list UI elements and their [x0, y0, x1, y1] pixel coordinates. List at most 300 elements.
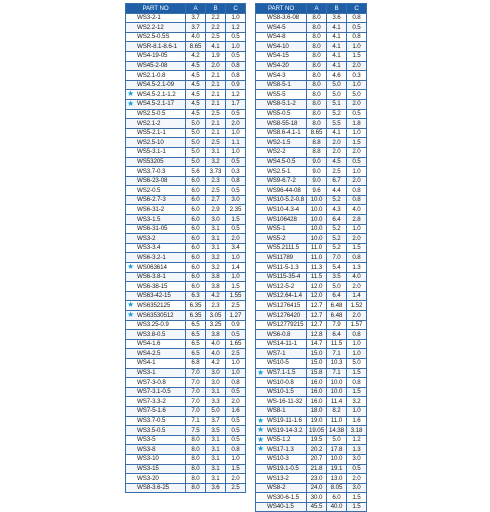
dim-b-cell: 3.1 [206, 234, 226, 244]
header-a: A [307, 4, 327, 14]
dim-c-cell: 2.0 [226, 397, 246, 407]
table-row [126, 176, 246, 186]
table-row [126, 330, 246, 340]
part-no-cell [256, 157, 307, 167]
dim-c-cell: 1.0 [226, 368, 246, 378]
part-no-cell [256, 195, 307, 205]
dim-c-cell: 1.0 [226, 128, 246, 138]
dim-a-cell: 5.0 [186, 119, 206, 129]
part-no-cell [256, 426, 307, 436]
table-row [126, 397, 246, 407]
dim-b-cell: 3.2 [206, 253, 226, 263]
part-no-cell [256, 368, 307, 378]
table-header [256, 4, 367, 14]
table-row [256, 291, 367, 301]
part-no-label: WS10-0.8 [267, 378, 294, 386]
dim-a-cell: 21.8 [307, 464, 327, 474]
part-no-label: WS106428 [267, 215, 297, 223]
part-no-label: WS10-5.2-0.8 [267, 196, 304, 204]
part-no-label: WS96-44-08 [267, 186, 301, 194]
dim-b-cell: 3.6 [327, 13, 347, 23]
dim-b-cell: 2.5 [206, 109, 226, 119]
part-no-label: WS12.64-1.4 [267, 292, 303, 300]
table-row [256, 406, 367, 416]
part-no-label: WS19-14-3.2 [267, 426, 303, 434]
table-row [126, 147, 246, 157]
part-no-label: WS40-1.5 [267, 503, 294, 511]
dim-a-cell: 4.5 [186, 90, 206, 100]
part-no-cell [256, 186, 307, 196]
part-no-label: WS5-1 [267, 225, 286, 233]
part-no-cell [256, 339, 307, 349]
dim-b-cell: 3.1 [206, 445, 226, 455]
part-no-cell [256, 147, 307, 157]
star-icon: ★ [127, 262, 135, 272]
dim-a-cell: 6.35 [186, 301, 206, 311]
dim-a-cell: 5.0 [186, 147, 206, 157]
dim-c-cell: 1.57 [347, 320, 367, 330]
table-row [126, 80, 246, 90]
dim-c-cell: 0.3 [226, 167, 246, 177]
part-no-cell [126, 474, 186, 484]
part-no-cell [256, 406, 307, 416]
part-no-label: WS10-3 [267, 455, 289, 463]
dim-b-cell: 2.5 [206, 186, 226, 196]
dim-c-cell: 0.5 [226, 435, 246, 445]
dim-c-cell: 3.0 [347, 454, 367, 464]
dim-b-cell: 3.0 [206, 368, 226, 378]
table-row [256, 320, 367, 330]
table-row [256, 253, 367, 263]
part-no-label: WS2.5-0.5S [137, 33, 170, 41]
parts-table-left [125, 3, 246, 493]
table-row [126, 311, 246, 321]
dim-c-cell: 1.52 [347, 301, 367, 311]
dim-a-cell: 6.0 [186, 253, 206, 263]
part-no-label: WS5-2.1-1 [137, 129, 166, 137]
dim-b-cell: 4.0 [206, 349, 226, 359]
part-no-label: WS3-1.5 [137, 215, 161, 223]
table-row [256, 61, 367, 71]
dim-a-cell: 6.3 [186, 291, 206, 301]
header-c: C [226, 4, 246, 14]
dim-b-cell: 10.0 [327, 387, 347, 397]
dim-a-cell: 9.0 [307, 167, 327, 177]
table-row [256, 397, 367, 407]
dim-b-cell: 5.2 [327, 243, 347, 253]
part-no-cell [256, 13, 307, 23]
dim-c-cell: 5.0 [347, 358, 367, 368]
dim-c-cell: 1.0 [347, 128, 367, 138]
part-no-cell [256, 71, 307, 81]
dim-a-cell: 8.0 [307, 71, 327, 81]
dim-a-cell: 8.0 [186, 483, 206, 493]
part-no-label: WS6-3.2-1 [137, 253, 166, 261]
dim-c-cell: 1.0 [226, 272, 246, 282]
dim-c-cell: 1.5 [226, 215, 246, 225]
dim-a-cell: 8.0 [307, 109, 327, 119]
dim-c-cell: 0.5 [347, 109, 367, 119]
dim-c-cell: 2.0 [226, 119, 246, 129]
part-no-cell [256, 42, 307, 52]
dim-a-cell: 10.0 [307, 234, 327, 244]
part-no-cell [126, 311, 186, 321]
part-no-cell [126, 224, 186, 234]
dim-b-cell: 2.3 [206, 301, 226, 311]
dim-c-cell: 1.5 [347, 368, 367, 378]
dim-c-cell: 1.0 [347, 80, 367, 90]
dim-a-cell: 8.0 [307, 80, 327, 90]
dim-a-cell: 24.0 [307, 483, 327, 493]
dim-b-cell: 5.2 [327, 195, 347, 205]
part-no-label: WS4-5 [267, 23, 286, 31]
dim-c-cell: 0.8 [226, 176, 246, 186]
part-no-label: WS3.8-0.5 [137, 330, 166, 338]
part-no-cell [126, 234, 186, 244]
dim-c-cell: 1.5 [226, 464, 246, 474]
dim-c-cell: 0.5 [226, 51, 246, 61]
dim-b-cell: 6.4 [327, 291, 347, 301]
part-no-label: WS2.5-0.5 [137, 110, 166, 118]
part-no-label: WS8-5-1 [267, 81, 291, 89]
part-no-label: WS6-31-2 [137, 205, 165, 213]
part-no-cell [256, 167, 307, 177]
dim-a-cell: 8.0 [307, 61, 327, 71]
table-row [256, 186, 367, 196]
part-no-cell [126, 339, 186, 349]
dim-b-cell: 11.0 [327, 416, 347, 426]
table-row [256, 109, 367, 119]
star-icon: ★ [127, 310, 135, 319]
dim-c-cell: 2.0 [226, 234, 246, 244]
part-no-label: WS3-1 [137, 369, 156, 377]
dim-c-cell: 0.5 [226, 224, 246, 234]
part-no-label: WS4-8 [267, 33, 286, 41]
dim-a-cell: 12.0 [307, 291, 327, 301]
dim-c-cell: 2.5 [226, 483, 246, 493]
part-no-cell [126, 80, 186, 90]
table-header [126, 4, 246, 14]
part-no-cell [126, 320, 186, 330]
dim-b-cell: 6.48 [327, 301, 347, 311]
dim-b-cell: 6.48 [327, 311, 347, 321]
part-no-label: WS4-3 [267, 71, 286, 79]
part-no-cell [256, 301, 307, 311]
dim-a-cell: 10.0 [307, 195, 327, 205]
dim-a-cell: 7.0 [186, 368, 206, 378]
dim-c-cell: 0.5 [347, 157, 367, 167]
table-row [256, 243, 367, 253]
dim-b-cell: 4.3 [327, 205, 347, 215]
dim-b-cell: 4.1 [327, 128, 347, 138]
part-no-cell [126, 13, 186, 23]
dim-c-cell: 0.5 [347, 464, 367, 474]
dim-c-cell: 1.6 [226, 406, 246, 416]
dim-a-cell: 6.0 [186, 176, 206, 186]
dim-c-cell: 1.8 [347, 119, 367, 129]
dim-c-cell: 0.8 [226, 71, 246, 81]
table-row [126, 426, 246, 436]
dim-c-cell: 1.5 [226, 282, 246, 292]
part-no-cell [126, 128, 186, 138]
dim-a-cell: 5.0 [186, 128, 206, 138]
star-icon: ★ [257, 434, 265, 444]
part-no-cell [126, 195, 186, 205]
table-row [126, 282, 246, 292]
dim-b-cell: 4.1 [327, 51, 347, 61]
part-no-cell [126, 157, 186, 167]
dim-b-cell: 7.1 [327, 368, 347, 378]
dim-a-cell: 10.0 [307, 215, 327, 225]
dim-a-cell: 20.7 [307, 454, 327, 464]
dim-c-cell: 0.8 [347, 378, 367, 388]
dim-b-cell: 4.6 [327, 71, 347, 81]
dim-a-cell: 18.0 [307, 406, 327, 416]
dim-b-cell: 3.2 [206, 263, 226, 273]
star-icon: ★ [257, 425, 265, 435]
header-a: A [186, 4, 206, 14]
part-no-cell [256, 176, 307, 186]
dim-b-cell: 5.0 [327, 282, 347, 292]
dim-b-cell: 5.5 [327, 119, 347, 129]
dim-c-cell: 1.65 [226, 339, 246, 349]
dim-a-cell: 3.7 [186, 23, 206, 33]
dim-c-cell: 2.0 [347, 147, 367, 157]
dim-c-cell: 1.55 [226, 291, 246, 301]
dim-a-cell: 15.0 [307, 358, 327, 368]
part-no-cell [126, 358, 186, 368]
dim-b-cell: 2.3 [206, 176, 226, 186]
table-row [126, 464, 246, 474]
dim-a-cell: 10.0 [307, 205, 327, 215]
part-no-label: WS5-0.5 [267, 110, 291, 118]
dim-b-cell: 2.1 [206, 119, 226, 129]
dim-c-cell: 4.0 [347, 272, 367, 282]
table-row [256, 23, 367, 33]
dim-b-cell: 1.9 [206, 51, 226, 61]
part-no-label: WS3.5-0.5 [137, 426, 166, 434]
part-no-cell [256, 378, 307, 388]
part-no-cell [126, 176, 186, 186]
part-no-cell [256, 454, 307, 464]
part-no-label: WS4.5-2.1-17 [137, 100, 174, 108]
part-no-label: WS12-5-2 [267, 282, 295, 290]
part-no-label: WS19-11-1.6 [267, 417, 302, 425]
star-icon: ★ [257, 444, 265, 454]
part-no-label: WS3-8 [137, 445, 156, 453]
table-row [126, 445, 246, 455]
dim-b-cell: 2.1 [206, 128, 226, 138]
dim-a-cell: 6.0 [186, 243, 206, 253]
dim-a-cell: 8.0 [186, 445, 206, 455]
table-row [126, 109, 246, 119]
part-no-cell [126, 435, 186, 445]
part-no-cell [256, 128, 307, 138]
dim-b-cell: 3.25 [206, 320, 226, 330]
dim-a-cell: 4.5 [186, 61, 206, 71]
dim-c-cell: 2.0 [347, 99, 367, 109]
star-icon: ★ [127, 89, 135, 99]
table-row [256, 51, 367, 61]
part-no-cell [126, 406, 186, 416]
dim-a-cell: 6.0 [186, 205, 206, 215]
dim-b-cell: 3.8 [206, 272, 226, 282]
part-no-cell [256, 263, 307, 273]
dim-a-cell: 3.7 [186, 13, 206, 23]
dim-b-cell: 40.0 [327, 502, 347, 512]
dim-a-cell: 4.5 [186, 109, 206, 119]
dim-a-cell: 5.0 [186, 138, 206, 148]
dim-c-cell: 1.0 [347, 42, 367, 52]
part-no-cell [256, 205, 307, 215]
dim-b-cell: 2.5 [327, 167, 347, 177]
table-row [256, 176, 367, 186]
part-no-label: WS19.1-0.5 [267, 465, 299, 472]
dim-a-cell: 4.5 [186, 99, 206, 109]
part-no-label: WS2-2 [267, 148, 286, 156]
table-row [126, 167, 246, 177]
part-no-cell [126, 330, 186, 340]
table-row [256, 138, 367, 148]
part-no-label: WS6-38-15 [137, 282, 168, 290]
dim-b-cell: 5.4 [327, 263, 347, 273]
part-no-label: WS4-2.5 [137, 349, 161, 357]
dim-c-cell: 0.5 [226, 186, 246, 196]
dim-a-cell: 8.0 [307, 42, 327, 52]
table-row [256, 416, 367, 426]
table-row [256, 368, 367, 378]
part-no-label: WS45-2-08 [137, 62, 168, 70]
part-no-cell [256, 387, 307, 397]
dim-a-cell: 4.5 [186, 71, 206, 81]
star-icon: ★ [127, 300, 135, 310]
table-row [126, 215, 246, 225]
part-no-cell [126, 263, 186, 273]
part-no-label: WS7-3-0.8 [137, 378, 166, 386]
dim-b-cell: 4.1 [327, 61, 347, 71]
dim-b-cell: 3.6 [206, 483, 226, 493]
dim-b-cell: 7.1 [327, 349, 347, 359]
part-no-label: WS8-3.6-25 [137, 484, 170, 492]
dim-b-cell: 10.0 [327, 454, 347, 464]
table-row [126, 272, 246, 282]
part-no-label: WS8-55-18 [267, 119, 298, 127]
part-no-label: WS1276415 [267, 301, 301, 309]
part-no-cell [256, 291, 307, 301]
dim-a-cell: 6.5 [186, 349, 206, 359]
table-row [256, 147, 367, 157]
dim-c-cell: 1.0 [226, 253, 246, 263]
table-row [126, 339, 246, 349]
part-no-cell [256, 23, 307, 33]
part-no-cell [126, 378, 186, 388]
part-no-label: WS063614 [137, 263, 167, 271]
part-no-label: WS3-15 [137, 465, 159, 472]
dim-c-cell: 0.8 [226, 445, 246, 455]
part-no-label: WS5-1.2 [267, 436, 291, 444]
dim-b-cell: 3.1 [206, 474, 226, 484]
table-row [256, 311, 367, 321]
table-row [256, 426, 367, 436]
part-no-cell [126, 272, 186, 282]
dim-b-cell: 4.1 [327, 23, 347, 33]
dim-a-cell: 4.5 [186, 80, 206, 90]
dim-c-cell: 1.5 [347, 387, 367, 397]
dim-b-cell: 5.0 [327, 435, 347, 445]
dim-b-cell: 13.0 [327, 474, 347, 484]
part-no-label: WS-16-11-32 [267, 397, 303, 405]
dim-a-cell: 16.0 [307, 387, 327, 397]
part-no-cell [126, 32, 186, 42]
table-row [126, 483, 246, 493]
part-no-label: WS3.25-0.9 [137, 321, 169, 329]
part-no-label: WS4-1 [137, 359, 156, 367]
part-no-label: WS2-1.5 [267, 138, 291, 146]
part-no-cell [256, 445, 307, 455]
table-row [126, 454, 246, 464]
part-no-label: WS4-20 [267, 62, 289, 70]
dim-a-cell: 7.0 [186, 397, 206, 407]
dim-a-cell: 6.8 [186, 358, 206, 368]
dim-c-cell: 2.5 [226, 301, 246, 311]
part-no-label: WS53205 [137, 158, 164, 165]
dim-a-cell: 8.0 [186, 474, 206, 484]
dim-b-cell: 7.0 [327, 253, 347, 263]
table-row [256, 282, 367, 292]
table-row [126, 263, 246, 273]
dim-b-cell: 3.05 [206, 311, 226, 321]
part-no-label: WS4-1.6 [137, 340, 161, 348]
dim-a-cell: 6.0 [186, 224, 206, 234]
dim-b-cell: 6.7 [327, 176, 347, 186]
table-row [126, 90, 246, 100]
dim-a-cell: 19.05 [307, 426, 327, 436]
part-no-cell [256, 138, 307, 148]
dim-c-cell: 1.6 [347, 416, 367, 426]
dim-a-cell: 12.7 [307, 311, 327, 321]
part-no-label: WS4-15 [267, 52, 289, 60]
dim-a-cell: 8.0 [307, 99, 327, 109]
dim-a-cell: 6.5 [186, 330, 206, 340]
part-no-label: WS7-1 [267, 349, 286, 357]
part-no-label: WS12779215 [267, 321, 304, 329]
table-row [256, 71, 367, 81]
dim-a-cell: 8.8 [307, 138, 327, 148]
dim-b-cell: 5.0 [327, 80, 347, 90]
table-row [126, 301, 246, 311]
part-no-label: WS2-0.5 [137, 186, 161, 194]
dim-c-cell: 1.0 [347, 224, 367, 234]
dim-c-cell: 1.5 [347, 493, 367, 503]
part-no-label: WSR-8.1-8.6-1 [137, 42, 177, 50]
table-row [126, 119, 246, 129]
table-row [256, 464, 367, 474]
part-no-cell [256, 243, 307, 253]
part-no-label: WS7-3.1-0.5 [137, 388, 171, 396]
part-no-label: WS63530512 [137, 311, 174, 319]
dim-b-cell: 3.7 [206, 416, 226, 426]
dim-b-cell: 3.0 [206, 378, 226, 388]
part-no-cell [256, 119, 307, 129]
dim-b-cell: 3.3 [206, 397, 226, 407]
part-no-cell [126, 397, 186, 407]
dim-b-cell: 8.2 [327, 406, 347, 416]
part-no-label: WS2.5-1 [267, 167, 291, 175]
table-row [256, 119, 367, 129]
part-no-label: WS10-4.3-4 [267, 205, 300, 213]
part-no-cell [256, 215, 307, 225]
dim-b-cell: 10.3 [327, 358, 347, 368]
